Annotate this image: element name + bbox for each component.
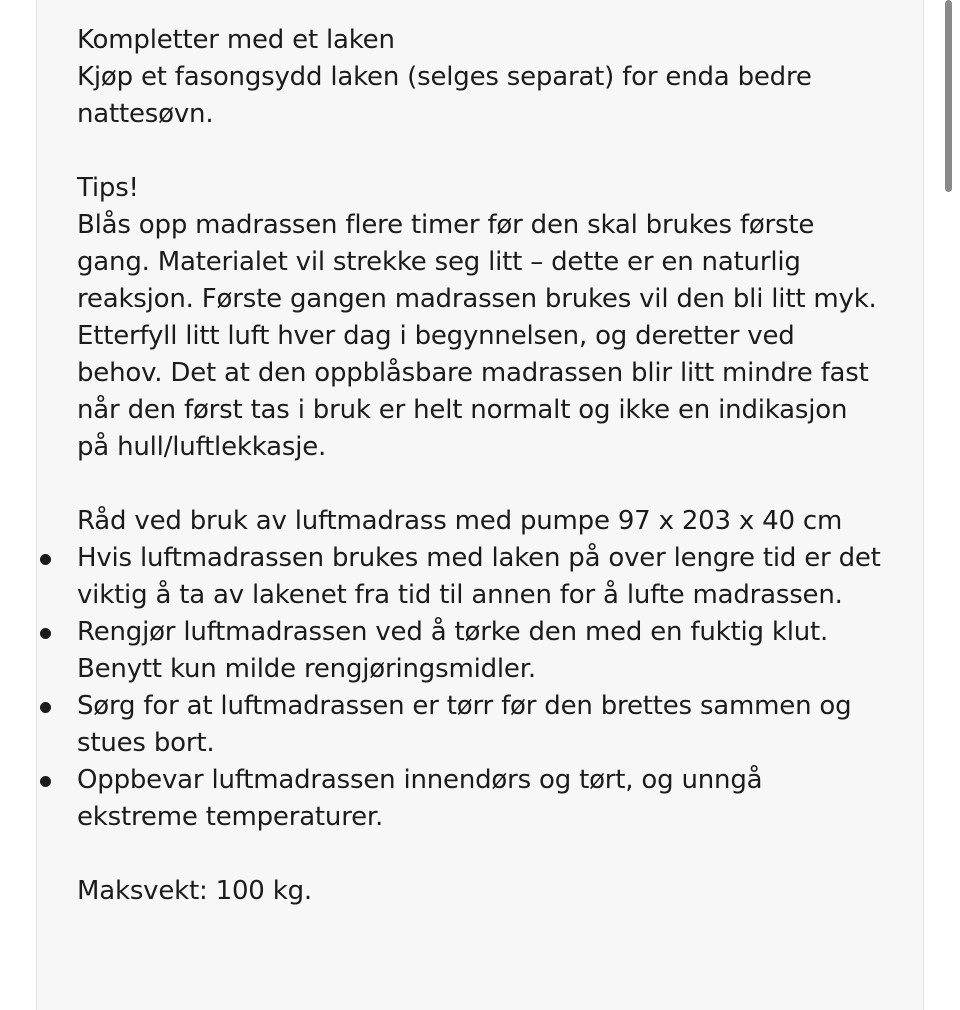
list-item: Hvis luftmadrassen brukes med laken på over lengre tid er det viktig å ta av lakenet fra tid til annen for å lufte madrassen. [77,540,887,614]
scrollbar-thumb[interactable] [945,0,952,192]
spacer [77,836,887,873]
spacer [77,466,887,503]
complete-heading: Kompletter med et laken [77,25,395,55]
list-item: Rengjør luftmadrassen ved å tørke den med en fuktig klut. Benytt kun milde rengjøringsmidler. [77,614,887,688]
max-weight: Maksvekt: 100 kg. [77,876,312,906]
list-item: Sørg for at luftmadrassen er tørr før den brettes sammen og stues bort. [77,688,887,762]
advice-heading: Råd ved bruk av luftmadrass med pumpe 97 x 203 x 40 cm [77,506,843,536]
list-item: Oppbevar luftmadrassen innendørs og tørt, og unngå ekstreme temperaturer. [77,762,887,836]
advice-list [77,540,887,836]
spacer [77,133,887,170]
product-description [77,22,887,910]
complete-text: Kjøp et fasongsydd laken (selges separat) for enda bedre nattesøvn. [77,62,812,129]
tips-text: Blås opp madrassen flere timer før den skal brukes første gang. Materialet vil strekke seg litt – dette er en naturlig reaksjon. Første gangen madrassen brukes vil den bli litt myk. Etterfyll litt luft hver dag i begynnelsen, og deretter ved behov. Det at den oppblåsbare madrassen blir litt mindre fast når den først tas i bruk er helt normalt og ikke en indikasjon på hull/luftlekkasje. [77,210,877,462]
tips-heading: Tips! [77,173,139,203]
